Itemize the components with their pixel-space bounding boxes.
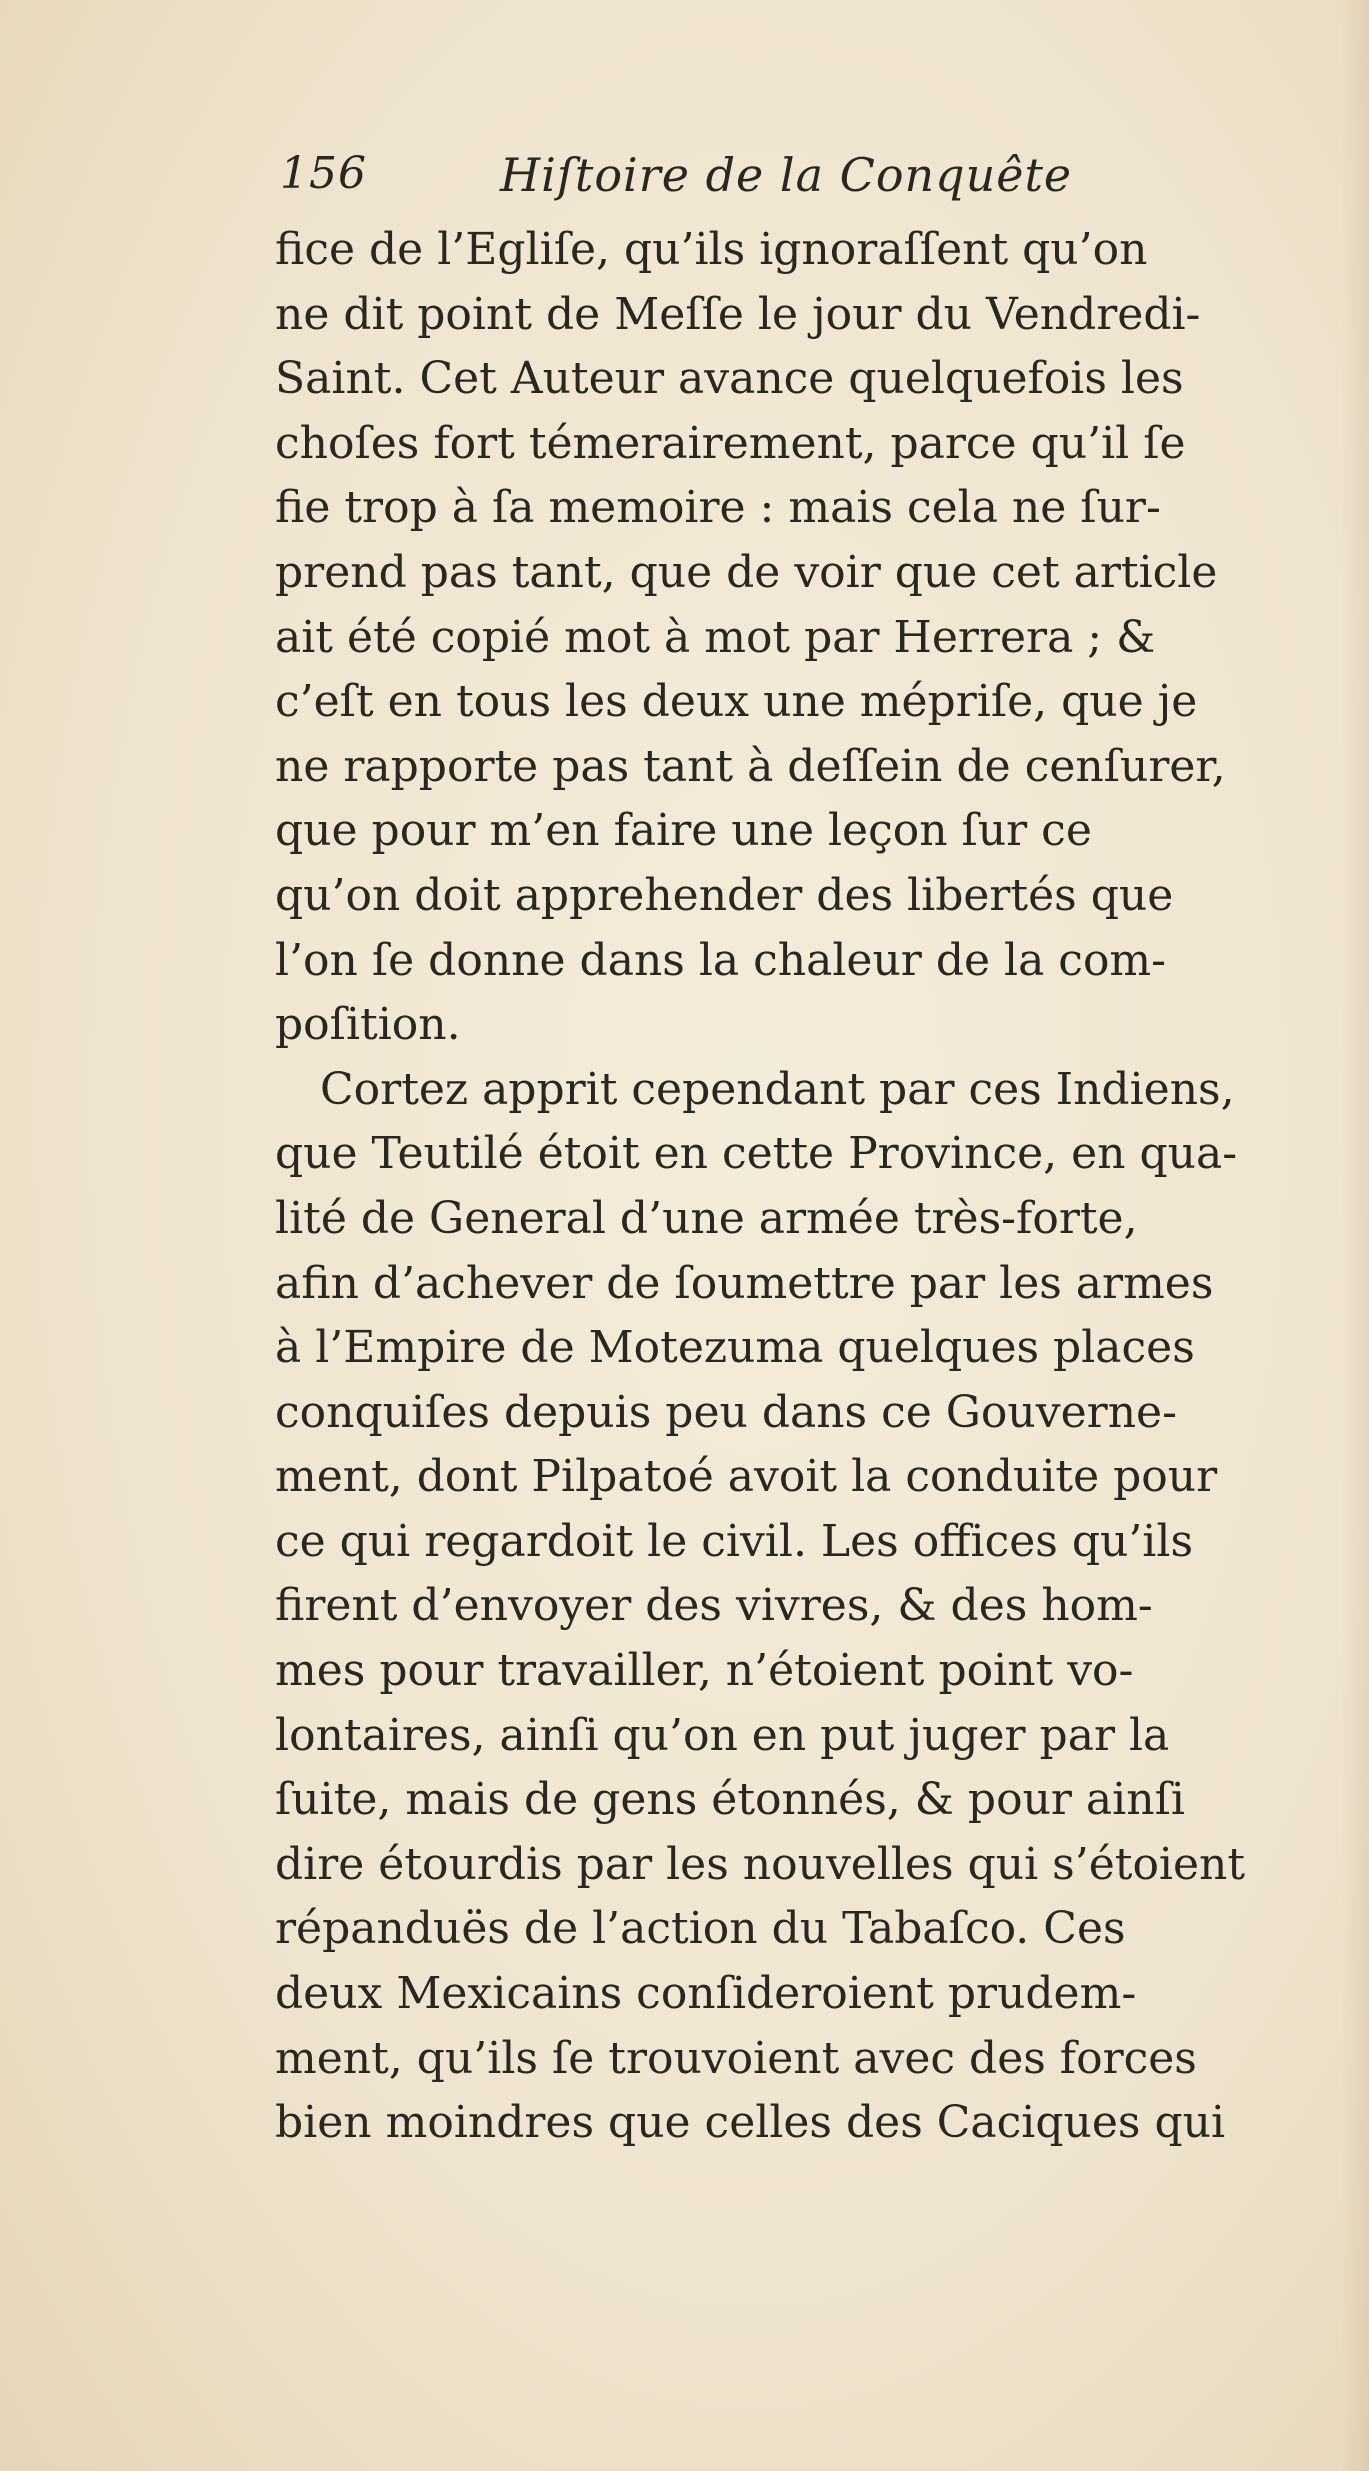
text-line: l’on ſe donne dans la chaleur de la com- xyxy=(275,934,1167,986)
text-line: répanduës de l’action du Tabaſco. Ces xyxy=(275,1903,1126,1955)
text-line: dire étourdis par les nouvelles qui s’étoient xyxy=(275,1838,1246,1890)
body-text xyxy=(275,218,1345,2156)
text-line: bien moindres que celles des Caciques qui xyxy=(275,2097,1226,2149)
text-line: deux Mexicains conſideroient prudem- xyxy=(275,1968,1137,2020)
running-header xyxy=(280,148,1300,218)
text-line: ne dit point de Meſſe le jour du Vendredi- xyxy=(275,288,1201,340)
text-line: ne rapporte pas tant à deſſein de cenſurer, xyxy=(275,740,1226,792)
text-line: ſuite, mais de gens étonnés, & pour ainſi xyxy=(275,1774,1185,1826)
text-line: ment, qu’ils ſe trouvoient avec des forces xyxy=(275,2032,1197,2084)
text-line: à l’Empire de Motezuma quelques places xyxy=(275,1322,1195,1374)
running-title: Hiſtoire de la Conquête xyxy=(500,148,1073,202)
text-line: fie trop à ſa memoire : mais cela ne ſur- xyxy=(275,482,1161,534)
text-line: choſes fort témerairement, parce qu’il ſe xyxy=(275,417,1186,469)
text-line: Saint. Cet Auteur avance quelquefois les xyxy=(275,353,1184,405)
text-line: c’eſt en tous les deux une mépriſe, que je xyxy=(275,676,1198,728)
text-line: lontaires, ainſi qu’on en put juger par la xyxy=(275,1709,1170,1761)
text-line: ait été copié mot à mot par Herrera ; & xyxy=(275,611,1156,663)
text-line: afin d’achever de ſoumettre par les armes xyxy=(275,1257,1214,1309)
text-line: qu’on doit apprehender des libertés que xyxy=(275,869,1174,921)
text-line: ment, dont Pilpatoé avoit la conduite pour xyxy=(275,1451,1218,1503)
text-line: prend pas tant, que de voir que cet article xyxy=(275,546,1218,598)
text-line: poſition. xyxy=(275,999,461,1051)
text-line: lité de General d’une armée très-forte, xyxy=(275,1192,1138,1244)
text-line: firent d’envoyer des vivres, & des hom- xyxy=(275,1580,1153,1632)
text-line: que Teutilé étoit en cette Province, en qua- xyxy=(275,1128,1238,1180)
text-line: que pour m’en faire une leçon ſur ce xyxy=(275,805,1092,857)
text-line: conquiſes depuis peu dans ce Gouverne- xyxy=(275,1386,1177,1438)
text-line: fice de l’Egliſe, qu’ils ignoraſſent qu’on xyxy=(275,224,1148,275)
paragraph-start-line: Cortez apprit cependant par ces Indiens, xyxy=(320,1063,1235,1115)
text-line: ce qui regardoit le civil. Les offices qu’ils xyxy=(275,1515,1194,1567)
page-number: 156 xyxy=(280,148,367,199)
page-edge-shadow xyxy=(1341,0,1369,2471)
text-line: mes pour travailler, n’étoient point vo- xyxy=(275,1645,1134,1697)
